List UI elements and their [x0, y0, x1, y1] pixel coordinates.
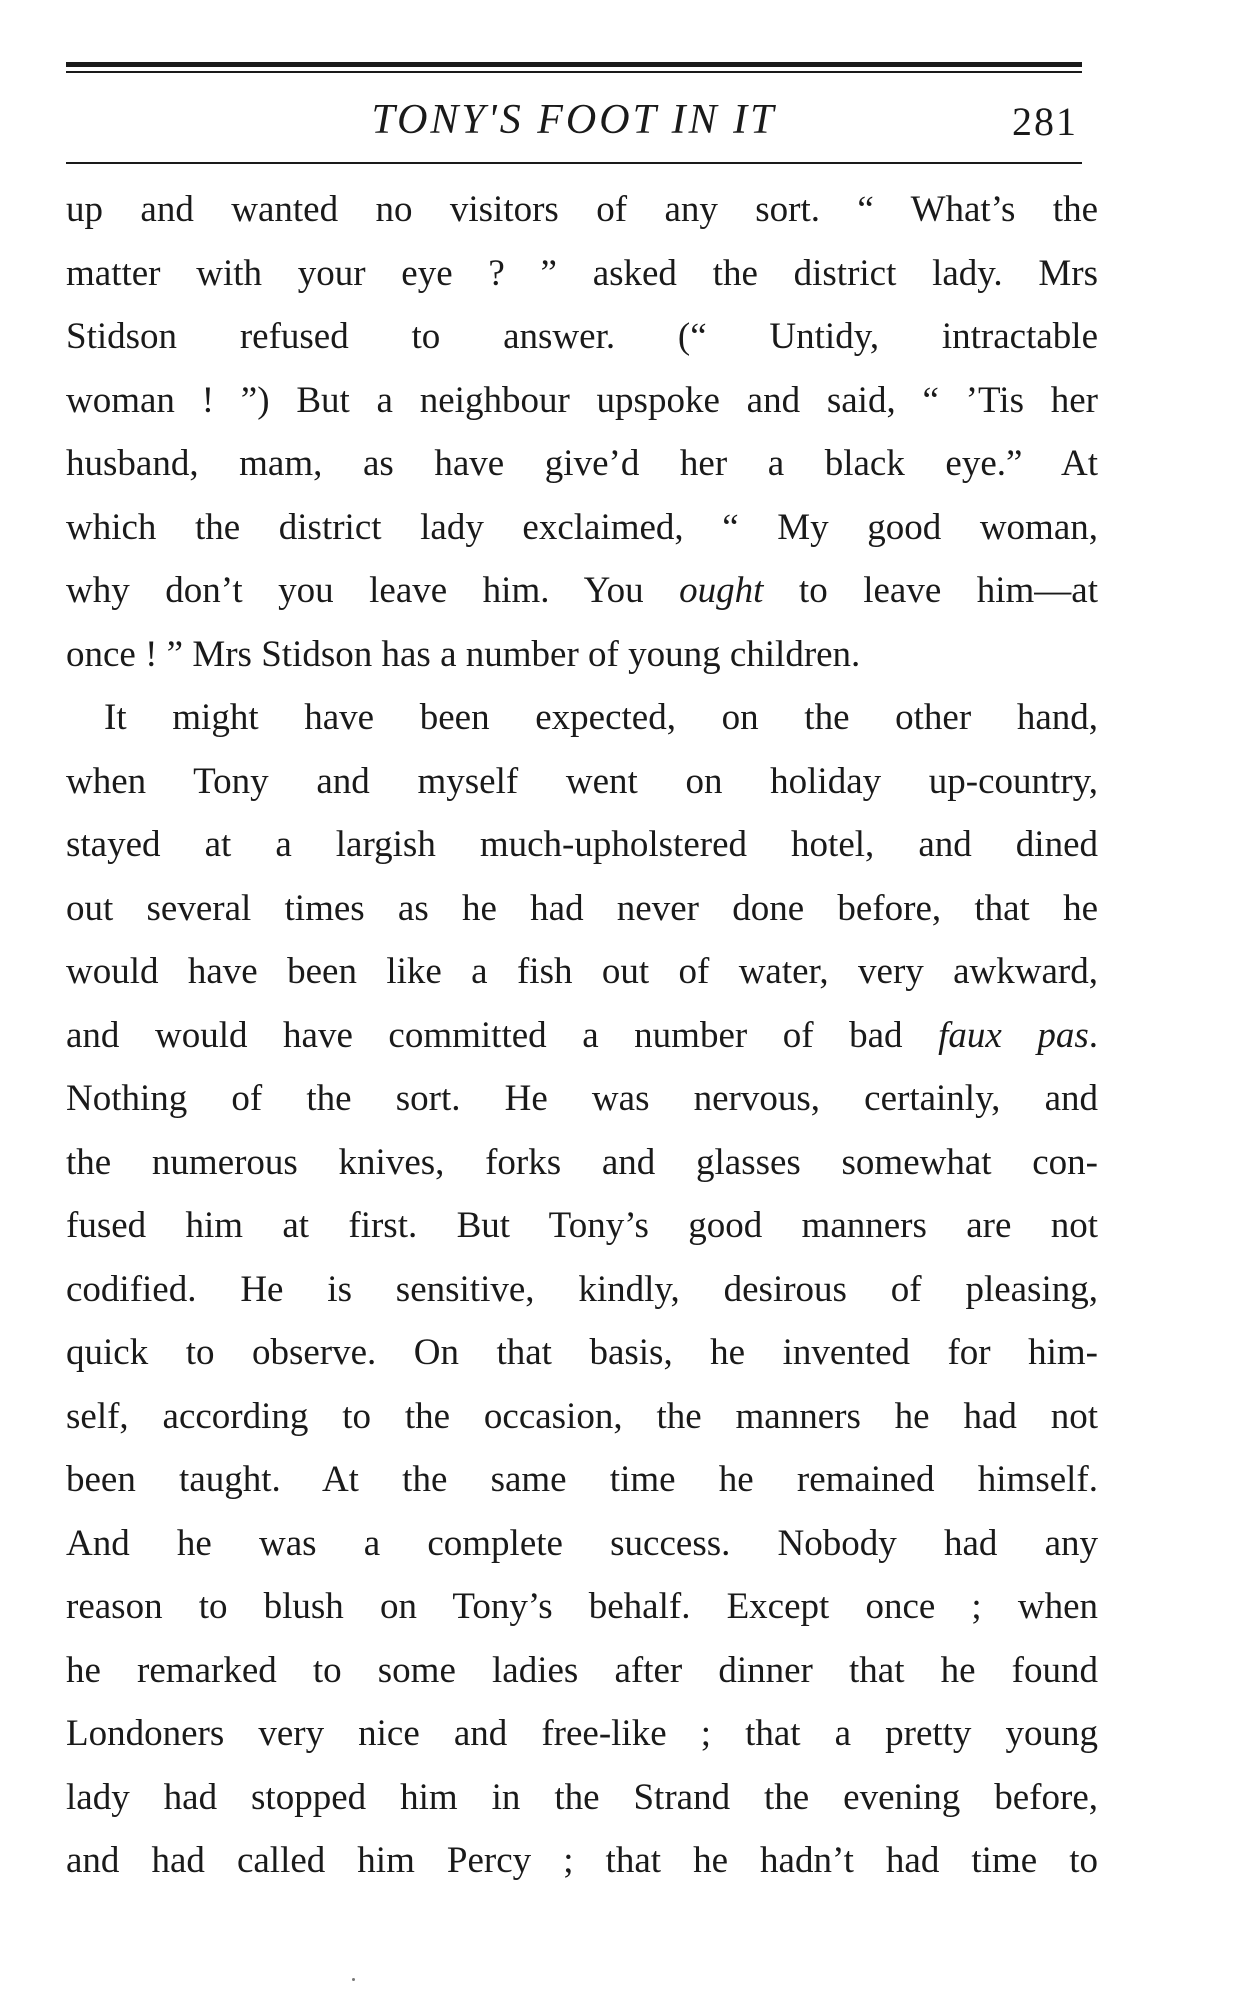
text-line: quick to observe. On that basis, he invented for him-: [66, 1332, 1098, 1373]
text-line: up and wanted no visitors of any sort. “ What’s the: [66, 189, 1098, 230]
italic-word: faux pas: [938, 1014, 1089, 1056]
print-speck: [352, 1978, 355, 1981]
text-line: lady had stopped him in the Strand the evening before,: [66, 1776, 1098, 1818]
text-line-italic-faux-pas: and would have committed a number of bad faux pas.: [66, 1014, 1098, 1056]
text-line: once ! ” Mrs Stidson has a number of young children.: [66, 633, 861, 675]
text-line: Nothing of the sort. He was nervous, certainly, and: [66, 1078, 1098, 1119]
text-line: the numerous knives, forks and glasses somewhat con-: [66, 1141, 1098, 1183]
text-line: when Tony and myself went on holiday up-country,: [66, 760, 1098, 802]
text-line: husband, mam, as have give’d her a black eye.” At: [66, 443, 1098, 484]
paragraph-1: [66, 178, 1098, 686]
body-text: [66, 178, 1098, 1893]
text-line: It might have been expected, on the other hand,: [104, 697, 1098, 738]
text-line: codified. He is sensitive, kindly, desirous of pleasing,: [66, 1268, 1098, 1310]
text-line: reason to blush on Tony’s behalf. Except once ; when: [66, 1586, 1098, 1627]
text-line: woman ! ”) But a neighbour upspoke and said, “ ’Tis her: [66, 379, 1098, 421]
running-title: TONY'S FOOT IN IT: [371, 97, 777, 143]
text-line: been taught. At the same time he remained himself.: [66, 1459, 1098, 1500]
text-line: and had called him Percy ; that he hadn’t had time to: [66, 1840, 1098, 1881]
text-line: And he was a complete success. Nobody had any: [66, 1522, 1098, 1564]
paragraph-2: [66, 686, 1098, 1893]
text-line: out several times as he had never done before, that he: [66, 887, 1098, 929]
top-rule-thin: [66, 71, 1082, 73]
text-line: matter with your eye ? ” asked the district lady. Mrs: [66, 252, 1098, 294]
running-head: [66, 88, 1082, 158]
italic-word: ought: [679, 570, 764, 611]
text-line: stayed at a largish much-upholstered hotel, and dined: [66, 824, 1098, 865]
text-line: fused him at first. But Tony’s good manners are not: [66, 1205, 1098, 1246]
header-rule: [66, 162, 1082, 164]
text-line: Stidson refused to answer. (“ Untidy, intractable: [66, 316, 1098, 357]
text-line: which the district lady exclaimed, “ My good woman,: [66, 506, 1098, 548]
text-line: would have been like a fish out of water, very awkward,: [66, 951, 1098, 992]
text-line: self, according to the occasion, the manners he had not: [66, 1395, 1098, 1437]
text-line: he remarked to some ladies after dinner that he found: [66, 1649, 1098, 1691]
text-line-italic-ought: why don’t you leave him. You ought to leave him—at: [66, 570, 1098, 611]
text-line: Londoners very nice and free-like ; that a pretty young: [66, 1713, 1098, 1754]
top-rule-thick: [66, 62, 1082, 67]
page-number: 281: [1012, 99, 1078, 144]
